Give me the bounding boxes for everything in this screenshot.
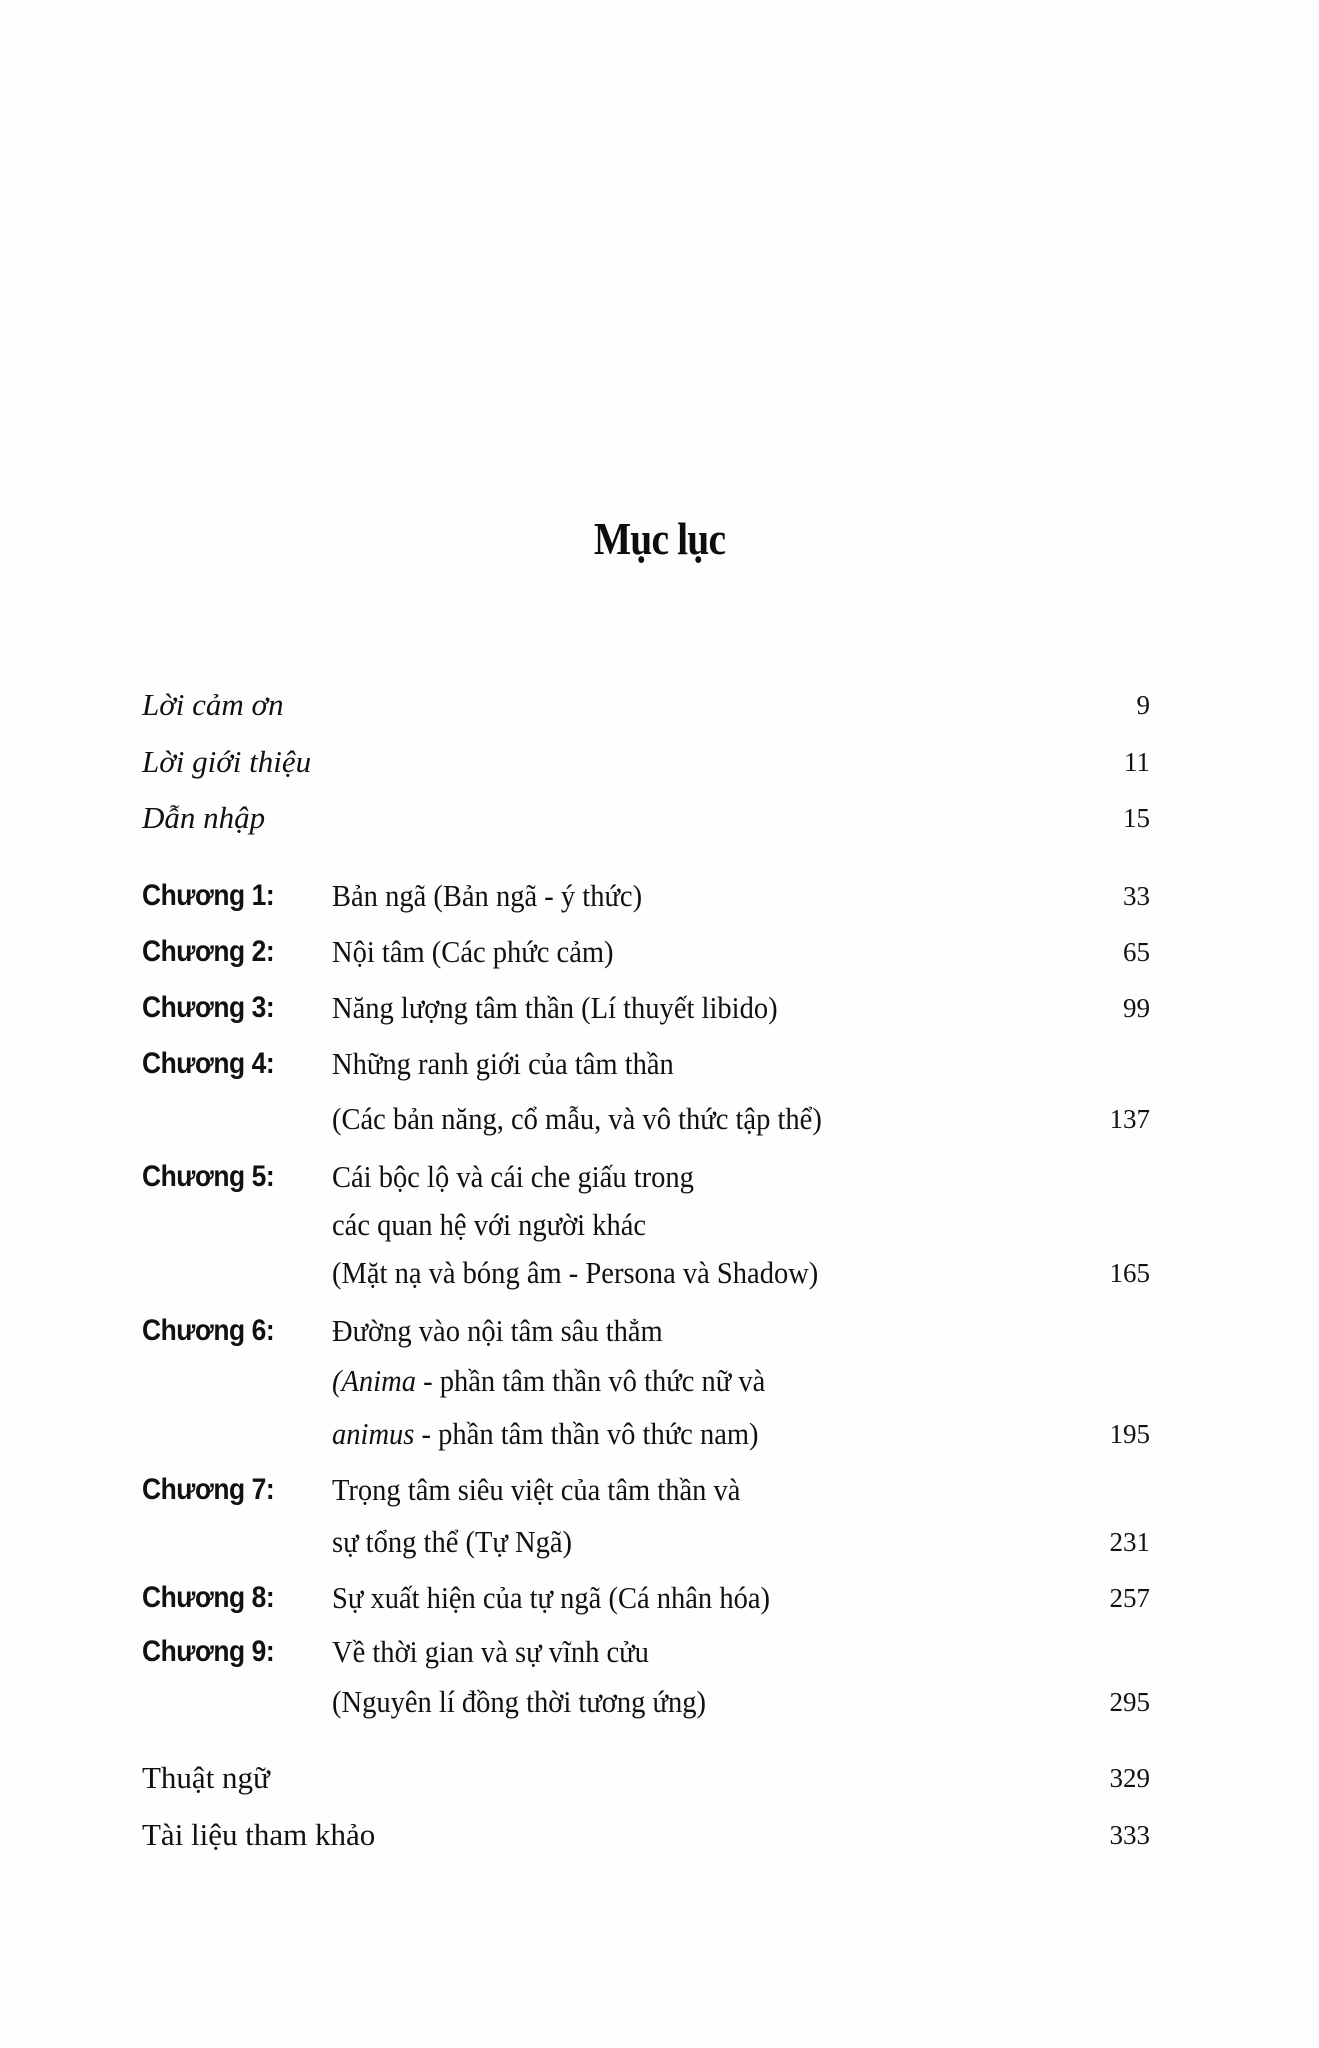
toc-page-number: 137 xyxy=(1109,1104,1150,1134)
chapter-label: Chương 7: xyxy=(142,1473,275,1506)
toc-entry-chapter-8[interactable] xyxy=(142,1574,1150,1622)
chapter-title: Nội tâm (Các phức cảm) xyxy=(332,934,614,969)
chapter-title-line-3 xyxy=(332,1410,759,1458)
toc-page-number: 329 xyxy=(1109,1763,1150,1793)
toc-entry-chapter-6-continued-2[interactable] xyxy=(142,1410,1150,1458)
toc-page-number: 231 xyxy=(1109,1527,1150,1557)
toc-entry-references[interactable] xyxy=(142,1811,1150,1859)
toc-page-number: 65 xyxy=(1123,937,1150,967)
italic-term-animus: animus xyxy=(332,1416,422,1451)
toc-page-number: 257 xyxy=(1109,1583,1150,1613)
toc-page-number: 165 xyxy=(1109,1258,1150,1288)
chapter-title-line-1: Những ranh giới của tâm thần xyxy=(332,1046,674,1081)
toc-entry-preface[interactable] xyxy=(142,794,1150,842)
chapter-title-text: - phần tâm thần vô thức nam) xyxy=(421,1416,759,1451)
chapter-label: Chương 4: xyxy=(142,1047,275,1080)
toc-entry-chapter-4[interactable] xyxy=(142,1040,1150,1088)
toc-page-number: 33 xyxy=(1123,881,1150,911)
toc-page-number: 333 xyxy=(1109,1820,1150,1850)
chapter-label: Chương 8: xyxy=(142,1581,275,1614)
chapter-label: Chương 9: xyxy=(142,1635,275,1668)
chapter-label: Chương 3: xyxy=(142,991,275,1024)
toc-entry-label: Lời giới thiệu xyxy=(142,744,312,779)
toc-page-number: 9 xyxy=(1136,690,1150,720)
toc-entry-label: Thuật ngữ xyxy=(142,1760,270,1795)
toc-entry-label: Tài liệu tham khảo xyxy=(142,1817,376,1852)
toc-entry-chapter-7-continued[interactable] xyxy=(142,1518,1150,1566)
toc-entry-chapter-5-continued[interactable] xyxy=(142,1201,1150,1249)
toc-page-number: 195 xyxy=(1109,1419,1150,1449)
toc-entry-chapter-7[interactable] xyxy=(142,1466,1150,1514)
chapter-title: Sự xuất hiện của tự ngã (Cá nhân hóa) xyxy=(332,1580,771,1615)
chapter-title-line-2: (Nguyên lí đồng thời tương ứng) xyxy=(332,1684,706,1719)
toc-entry-glossary[interactable] xyxy=(142,1754,1150,1802)
chapter-title-line-1: Trọng tâm siêu việt của tâm thần và xyxy=(332,1472,741,1507)
chapter-title-line-2: các quan hệ với người khác xyxy=(332,1207,647,1242)
toc-entry-chapter-6-continued[interactable] xyxy=(142,1357,1150,1405)
chapter-label: Chương 2: xyxy=(142,935,275,968)
chapter-title-text: - phần tâm thần vô thức nữ và xyxy=(423,1363,766,1398)
toc-page-number: 11 xyxy=(1124,747,1150,777)
toc-entry-chapter-2[interactable] xyxy=(142,928,1150,976)
toc-page-number: 99 xyxy=(1123,993,1150,1023)
toc-entry-chapter-5-continued-2[interactable] xyxy=(142,1249,1150,1297)
toc-entry-label: Dẫn nhập xyxy=(142,800,266,835)
toc-page-number: 295 xyxy=(1109,1687,1150,1717)
chapter-title-line-2: (Các bản năng, cổ mẫu, và vô thức tập thể) xyxy=(332,1101,822,1136)
toc-page-number: 15 xyxy=(1123,803,1150,833)
toc-entry-chapter-6[interactable] xyxy=(142,1307,1150,1355)
toc-entry-chapter-3[interactable] xyxy=(142,984,1150,1032)
toc-entry-chapter-1[interactable] xyxy=(142,872,1150,920)
toc-entry-chapter-4-continued[interactable] xyxy=(142,1095,1150,1143)
toc-entry-chapter-5[interactable] xyxy=(142,1153,1150,1201)
toc-entry-chapter-9-continued[interactable] xyxy=(142,1678,1150,1726)
toc-entry-acknowledgements[interactable] xyxy=(142,681,1150,729)
chapter-title-line-2 xyxy=(332,1357,765,1405)
page-title: Mục lục xyxy=(593,513,726,564)
chapter-title: Năng lượng tâm thần (Lí thuyết libido) xyxy=(332,990,778,1025)
italic-term-anima: (Anima xyxy=(332,1363,424,1398)
chapter-title-line-3: (Mặt nạ và bóng âm - Persona và Shadow) xyxy=(332,1255,819,1290)
chapter-title-line-2: sự tổng thể (Tự Ngã) xyxy=(332,1524,573,1559)
chapter-label: Chương 6: xyxy=(142,1314,275,1347)
chapter-title-line-1: Về thời gian và sự vĩnh cửu xyxy=(332,1634,649,1669)
chapter-label: Chương 1: xyxy=(142,879,275,912)
chapter-label: Chương 5: xyxy=(142,1160,275,1193)
chapter-title-line-1: Đường vào nội tâm sâu thẳm xyxy=(332,1313,663,1348)
toc-entry-label: Lời cảm ơn xyxy=(142,687,284,722)
toc-entry-chapter-9[interactable] xyxy=(142,1628,1150,1676)
toc-entry-introduction[interactable] xyxy=(142,738,1150,786)
chapter-title: Bản ngã (Bản ngã - ý thức) xyxy=(332,878,643,913)
chapter-title-line-1: Cái bộc lộ và cái che giấu trong xyxy=(332,1159,694,1194)
